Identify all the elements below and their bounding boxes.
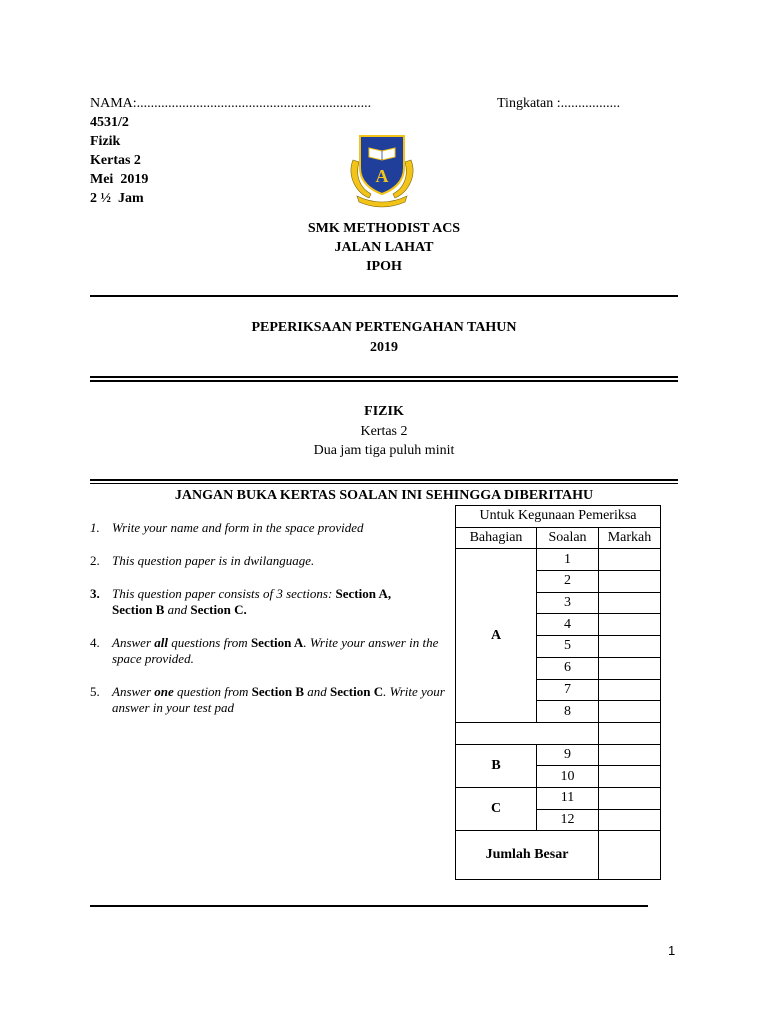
- question-number: 11: [537, 787, 599, 809]
- question-number: 5: [537, 636, 599, 658]
- page-number: 1: [668, 943, 676, 958]
- mark-cell: [599, 722, 661, 744]
- divider-line: [90, 295, 678, 297]
- column-header: Markah: [599, 527, 661, 549]
- divider-line: [90, 479, 678, 481]
- subject-label: Fizik: [90, 134, 121, 149]
- paper-duration-words: Dua jam tiga puluh minit: [313, 443, 455, 458]
- table-row: [456, 831, 661, 880]
- spacer-cell: [456, 722, 599, 744]
- mark-cell: [599, 787, 661, 809]
- mark-cell: [599, 657, 661, 679]
- paper-subject: FIZIK: [364, 404, 404, 419]
- instruction-text: Write your name and form in the space provided: [112, 520, 364, 535]
- warning-text: JANGAN BUKA KERTAS SOALAN INI SEHINGGA DIBERITAHU: [174, 488, 594, 503]
- mark-cell: [599, 549, 661, 571]
- column-header: Soalan: [537, 527, 599, 549]
- question-number: 2: [537, 571, 599, 593]
- divider-line: [90, 483, 678, 484]
- section-a-cell: A: [456, 549, 537, 723]
- table-caption: Untuk Kegunaan Pemeriksa: [456, 506, 661, 528]
- exam-year: 2019: [370, 340, 398, 355]
- instruction-item: [90, 553, 450, 569]
- question-number: 8: [537, 701, 599, 723]
- table-row: [456, 744, 661, 766]
- divider-line: [90, 376, 678, 378]
- table-row: [456, 787, 661, 809]
- instruction-number: 5.: [90, 684, 100, 699]
- question-number: 10: [537, 766, 599, 788]
- mark-cell: [599, 592, 661, 614]
- mark-cell: [599, 809, 661, 831]
- school-street: JALAN LAHAT: [334, 240, 434, 255]
- instruction-item: [90, 520, 450, 536]
- instruction-number: 4.: [90, 635, 100, 650]
- instruction-number: 3.: [90, 586, 100, 601]
- table-row: [456, 527, 661, 549]
- name-field: NAMA:...................................................................: [90, 96, 372, 111]
- question-number: 12: [537, 809, 599, 831]
- examiner-marks-table: [455, 505, 661, 880]
- instruction-text: This question paper consists of 3 sections: Section A, Section B and Section C.: [112, 586, 392, 617]
- exam-title: PEPERIKSAAN PERTENGAHAN TAHUN: [251, 320, 517, 335]
- mark-cell: [599, 679, 661, 701]
- paper-code: 4531/2: [90, 115, 129, 130]
- mark-cell: [599, 701, 661, 723]
- instruction-text: Answer all questions from Section A. Write your answer in the space provided.: [112, 635, 439, 666]
- form-field: Tingkatan :.................: [497, 96, 621, 111]
- exam-duration: 2 ½ Jam: [90, 191, 144, 206]
- instruction-number: 1.: [90, 520, 100, 535]
- school-crest-logo: [343, 130, 421, 208]
- total-label: Jumlah Besar: [456, 831, 599, 880]
- mark-cell: [599, 614, 661, 636]
- school-name: SMK METHODIST ACS: [307, 221, 461, 236]
- section-c-cell: C: [456, 787, 537, 830]
- question-number: 3: [537, 592, 599, 614]
- question-number: 6: [537, 657, 599, 679]
- table-row: [456, 549, 661, 571]
- school-city: IPOH: [366, 259, 402, 274]
- table-row: [456, 506, 661, 528]
- svg-text:A: A: [375, 166, 389, 186]
- instruction-item: [90, 635, 450, 667]
- total-mark-cell: [599, 831, 661, 880]
- question-number: 1: [537, 549, 599, 571]
- instruction-text: Answer one question from Section B and Section C. Write your answer in your test pad: [112, 684, 445, 715]
- instruction-item: [90, 586, 450, 618]
- instruction-text: This question paper is in dwilanguage.: [112, 553, 315, 568]
- divider-line: [90, 380, 678, 382]
- question-number: 9: [537, 744, 599, 766]
- instruction-number: 2.: [90, 553, 100, 568]
- question-number: 4: [537, 614, 599, 636]
- table-row: [456, 722, 661, 744]
- paper-number: Kertas 2: [360, 424, 408, 439]
- mark-cell: [599, 636, 661, 658]
- paper-label: Kertas 2: [90, 153, 141, 168]
- column-header: Bahagian: [456, 527, 537, 549]
- instruction-item: [90, 684, 450, 716]
- mark-cell: [599, 744, 661, 766]
- mark-cell: [599, 571, 661, 593]
- exam-date: Mei 2019: [90, 172, 149, 187]
- question-number: 7: [537, 679, 599, 701]
- mark-cell: [599, 766, 661, 788]
- section-b-cell: B: [456, 744, 537, 787]
- divider-line: [90, 905, 648, 907]
